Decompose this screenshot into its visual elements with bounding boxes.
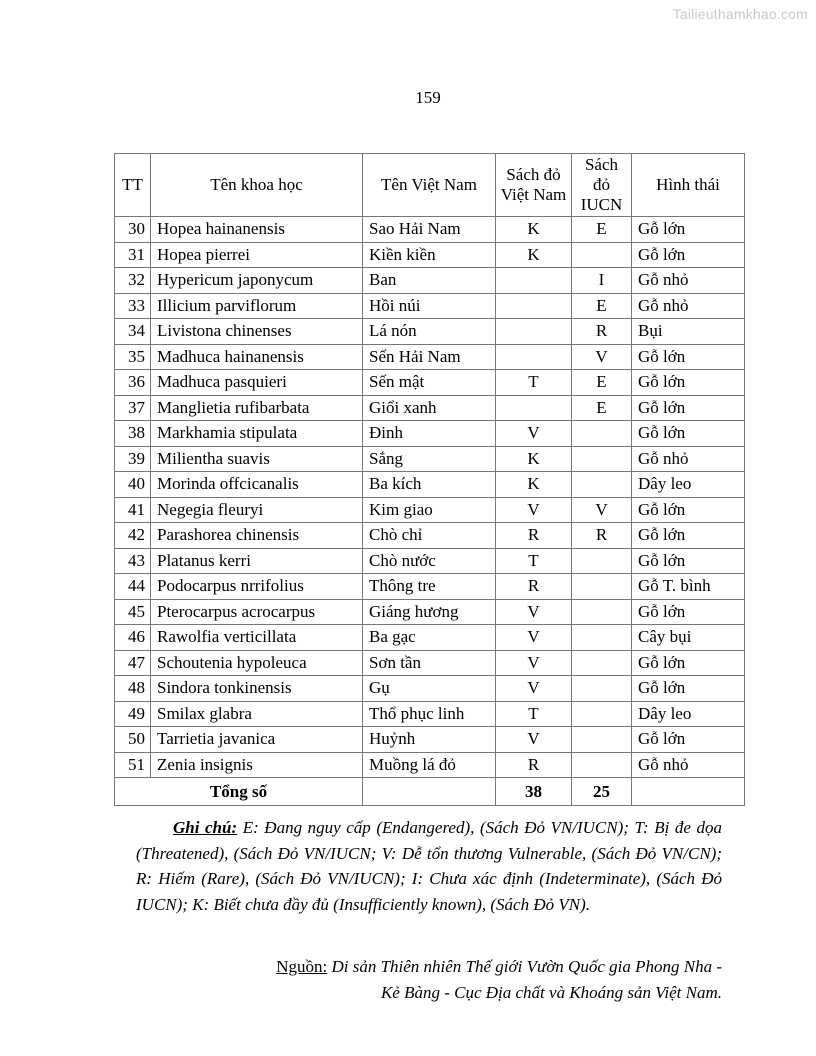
cell-red-book-iucn (572, 650, 632, 676)
header-vietnamese-name: Tên Việt Nam (363, 154, 496, 217)
cell-morphology: Cây bụi (632, 625, 745, 651)
cell-vietnamese-name: Hồi núi (363, 293, 496, 319)
cell-vietnamese-name: Giáng hương (363, 599, 496, 625)
table-row (115, 523, 745, 549)
cell-vietnamese-name: Đinh (363, 421, 496, 447)
cell-red-book-vn (496, 344, 572, 370)
cell-scientific-name: Illicium parviflorum (151, 293, 363, 319)
cell-scientific-name: Hopea pierrei (151, 242, 363, 268)
cell-scientific-name: Livistona chinenses (151, 319, 363, 345)
cell-red-book-iucn (572, 727, 632, 753)
cell-morphology: Gỗ lớn (632, 548, 745, 574)
cell-morphology: Dây leo (632, 472, 745, 498)
cell-vietnamese-name: Chò chỉ (363, 523, 496, 549)
source-line-2: Kẻ Bàng - Cục Địa chất và Khoáng sản Việt Nam. (380, 982, 722, 1002)
cell-red-book-vn (496, 268, 572, 294)
cell-scientific-name: Morinda offcicanalis (151, 472, 363, 498)
cell-scientific-name: Hypericum japonycum (151, 268, 363, 294)
cell-red-book-iucn: E (572, 395, 632, 421)
table-row (115, 344, 745, 370)
cell-morphology: Gỗ lớn (632, 217, 745, 243)
cell-morphology: Gỗ lớn (632, 370, 745, 396)
cell-red-book-vn: V (496, 727, 572, 753)
cell-red-book-vn (496, 319, 572, 345)
cell-red-book-iucn (572, 574, 632, 600)
cell-red-book-iucn (572, 242, 632, 268)
table-row (115, 293, 745, 319)
cell-red-book-iucn (572, 548, 632, 574)
source-text-1: Di sản Thiên nhiên Thế giới Vườn Quốc gia Phong Nha - (331, 957, 722, 976)
cell-vietnamese-name: Sơn tần (363, 650, 496, 676)
cell-tt: 33 (115, 293, 151, 319)
table-row (115, 268, 745, 294)
header-tt: TT (115, 154, 151, 217)
cell-red-book-vn (496, 395, 572, 421)
cell-vietnamese-name: Thổ phục linh (363, 701, 496, 727)
table-row (115, 421, 745, 447)
cell-scientific-name: Pterocarpus acrocarpus (151, 599, 363, 625)
cell-scientific-name: Podocarpus nrrifolius (151, 574, 363, 600)
cell-tt: 36 (115, 370, 151, 396)
notes-label: Ghi chú: (173, 818, 238, 837)
source-line-1 (136, 954, 722, 980)
cell-morphology: Gỗ lớn (632, 395, 745, 421)
table-row (115, 676, 745, 702)
cell-tt: 45 (115, 599, 151, 625)
table-row (115, 625, 745, 651)
cell-scientific-name: Milientha suavis (151, 446, 363, 472)
table-row (115, 752, 745, 778)
cell-red-book-vn: V (496, 497, 572, 523)
table-row (115, 650, 745, 676)
cell-red-book-iucn (572, 676, 632, 702)
cell-tt: 37 (115, 395, 151, 421)
cell-red-book-vn: V (496, 650, 572, 676)
cell-red-book-iucn: R (572, 319, 632, 345)
total-empty-cell (363, 778, 496, 806)
cell-tt: 30 (115, 217, 151, 243)
cell-morphology: Gỗ lớn (632, 727, 745, 753)
cell-red-book-iucn: I (572, 268, 632, 294)
cell-scientific-name: Smilax glabra (151, 701, 363, 727)
cell-morphology: Gỗ lớn (632, 650, 745, 676)
notes-paragraph (136, 815, 722, 917)
total-row (115, 778, 745, 806)
cell-red-book-iucn: R (572, 523, 632, 549)
cell-vietnamese-name: Sắng (363, 446, 496, 472)
cell-red-book-iucn: V (572, 497, 632, 523)
cell-red-book-iucn: E (572, 217, 632, 243)
total-iucn: 25 (572, 778, 632, 806)
total-empty-cell (632, 778, 745, 806)
cell-scientific-name: Manglietia rufibarbata (151, 395, 363, 421)
cell-tt: 47 (115, 650, 151, 676)
notes-text: E: Đang nguy cấp (Endangered), (Sách Đỏ VN/IUCN); T: Bị đe dọa (Threatened), (Sách Đỏ VN/IUCN; V: Dễ tổn thương Vulnerable, (Sách Đỏ VN/CN); R: Hiếm (Rare), (Sách Đỏ VN/IUCN); I: Chưa xác định (Indeterminate), (Sách Đỏ IUCN); K: Biết chưa đầy đủ (Insufficiently known), (Sách Đỏ VN). (136, 818, 722, 914)
table-row (115, 701, 745, 727)
cell-red-book-vn (496, 293, 572, 319)
cell-tt: 51 (115, 752, 151, 778)
cell-vietnamese-name: Ban (363, 268, 496, 294)
cell-red-book-iucn: E (572, 293, 632, 319)
table-row (115, 599, 745, 625)
cell-red-book-vn: K (496, 242, 572, 268)
header-morphology: Hình thái (632, 154, 745, 217)
cell-tt: 43 (115, 548, 151, 574)
cell-vietnamese-name: Muồng lá đỏ (363, 752, 496, 778)
table-row (115, 574, 745, 600)
cell-red-book-iucn (572, 599, 632, 625)
cell-red-book-vn: K (496, 217, 572, 243)
cell-morphology: Gỗ lớn (632, 599, 745, 625)
table-row (115, 446, 745, 472)
cell-red-book-vn: V (496, 421, 572, 447)
cell-scientific-name: Markhamia stipulata (151, 421, 363, 447)
cell-tt: 32 (115, 268, 151, 294)
cell-tt: 34 (115, 319, 151, 345)
source-paragraph (136, 954, 722, 1005)
cell-tt: 44 (115, 574, 151, 600)
cell-red-book-iucn (572, 701, 632, 727)
cell-red-book-vn: V (496, 676, 572, 702)
table-row (115, 395, 745, 421)
table-row (115, 497, 745, 523)
cell-tt: 42 (115, 523, 151, 549)
header-red-book-iucn: Sách đỏ IUCN (572, 154, 632, 217)
cell-vietnamese-name: Ba kích (363, 472, 496, 498)
table-row (115, 242, 745, 268)
cell-red-book-vn: T (496, 701, 572, 727)
page-number: 159 (415, 88, 441, 107)
cell-red-book-vn: T (496, 548, 572, 574)
table-body (115, 217, 745, 778)
cell-red-book-vn: R (496, 523, 572, 549)
table-row (115, 727, 745, 753)
cell-red-book-iucn: V (572, 344, 632, 370)
cell-red-book-vn: K (496, 472, 572, 498)
cell-morphology: Gỗ nhỏ (632, 752, 745, 778)
cell-scientific-name: Schoutenia hypoleuca (151, 650, 363, 676)
cell-scientific-name: Tarrietia javanica (151, 727, 363, 753)
cell-tt: 35 (115, 344, 151, 370)
source-label: Nguồn: (276, 957, 328, 976)
cell-tt: 31 (115, 242, 151, 268)
cell-vietnamese-name: Giổi xanh (363, 395, 496, 421)
cell-red-book-vn: V (496, 599, 572, 625)
cell-tt: 50 (115, 727, 151, 753)
cell-vietnamese-name: Thông tre (363, 574, 496, 600)
cell-scientific-name: Hopea hainanensis (151, 217, 363, 243)
cell-vietnamese-name: Gụ (363, 676, 496, 702)
header-scientific-name: Tên khoa học (151, 154, 363, 217)
cell-red-book-vn: V (496, 625, 572, 651)
table-row (115, 548, 745, 574)
table-row (115, 472, 745, 498)
cell-vietnamese-name: Sến Hải Nam (363, 344, 496, 370)
table-row (115, 370, 745, 396)
cell-red-book-iucn: E (572, 370, 632, 396)
header-red-book-vn: Sách đỏ Việt Nam (496, 154, 572, 217)
watermark: Tailieuthamkhao.com (672, 6, 808, 22)
cell-tt: 41 (115, 497, 151, 523)
cell-vietnamese-name: Sao Hải Nam (363, 217, 496, 243)
cell-vietnamese-name: Ba gạc (363, 625, 496, 651)
cell-scientific-name: Platanus kerri (151, 548, 363, 574)
cell-scientific-name: Sindora tonkinensis (151, 676, 363, 702)
cell-morphology: Gỗ nhỏ (632, 268, 745, 294)
cell-scientific-name: Negegia fleuryi (151, 497, 363, 523)
cell-vietnamese-name: Huỷnh (363, 727, 496, 753)
cell-tt: 38 (115, 421, 151, 447)
cell-red-book-iucn (572, 446, 632, 472)
cell-vietnamese-name: Kiền kiền (363, 242, 496, 268)
cell-scientific-name: Madhuca hainanensis (151, 344, 363, 370)
cell-vietnamese-name: Kim giao (363, 497, 496, 523)
cell-morphology: Gỗ T. bình (632, 574, 745, 600)
cell-scientific-name: Madhuca pasquieri (151, 370, 363, 396)
cell-vietnamese-name: Sến mật (363, 370, 496, 396)
cell-red-book-vn: R (496, 752, 572, 778)
cell-red-book-iucn (572, 752, 632, 778)
cell-morphology: Gỗ lớn (632, 421, 745, 447)
table-header-row (115, 154, 745, 217)
cell-tt: 49 (115, 701, 151, 727)
cell-morphology: Gỗ nhỏ (632, 446, 745, 472)
cell-vietnamese-name: Lá nón (363, 319, 496, 345)
cell-morphology: Gỗ nhỏ (632, 293, 745, 319)
cell-morphology: Bụi (632, 319, 745, 345)
cell-morphology: Dây leo (632, 701, 745, 727)
cell-morphology: Gỗ lớn (632, 497, 745, 523)
cell-red-book-iucn (572, 472, 632, 498)
total-vn: 38 (496, 778, 572, 806)
cell-red-book-iucn (572, 625, 632, 651)
table-row (115, 319, 745, 345)
cell-tt: 46 (115, 625, 151, 651)
cell-red-book-iucn (572, 421, 632, 447)
cell-red-book-vn: K (496, 446, 572, 472)
cell-scientific-name: Rawolfia verticillata (151, 625, 363, 651)
cell-tt: 40 (115, 472, 151, 498)
table-row (115, 217, 745, 243)
cell-morphology: Gỗ lớn (632, 344, 745, 370)
cell-morphology: Gỗ lớn (632, 242, 745, 268)
cell-vietnamese-name: Chò nước (363, 548, 496, 574)
species-table (114, 153, 745, 806)
cell-tt: 39 (115, 446, 151, 472)
cell-morphology: Gỗ lớn (632, 523, 745, 549)
cell-scientific-name: Zenia insignis (151, 752, 363, 778)
cell-tt: 48 (115, 676, 151, 702)
cell-red-book-vn: R (496, 574, 572, 600)
total-label: Tổng số (115, 778, 363, 806)
cell-morphology: Gỗ lớn (632, 676, 745, 702)
cell-red-book-vn: T (496, 370, 572, 396)
cell-scientific-name: Parashorea chinensis (151, 523, 363, 549)
